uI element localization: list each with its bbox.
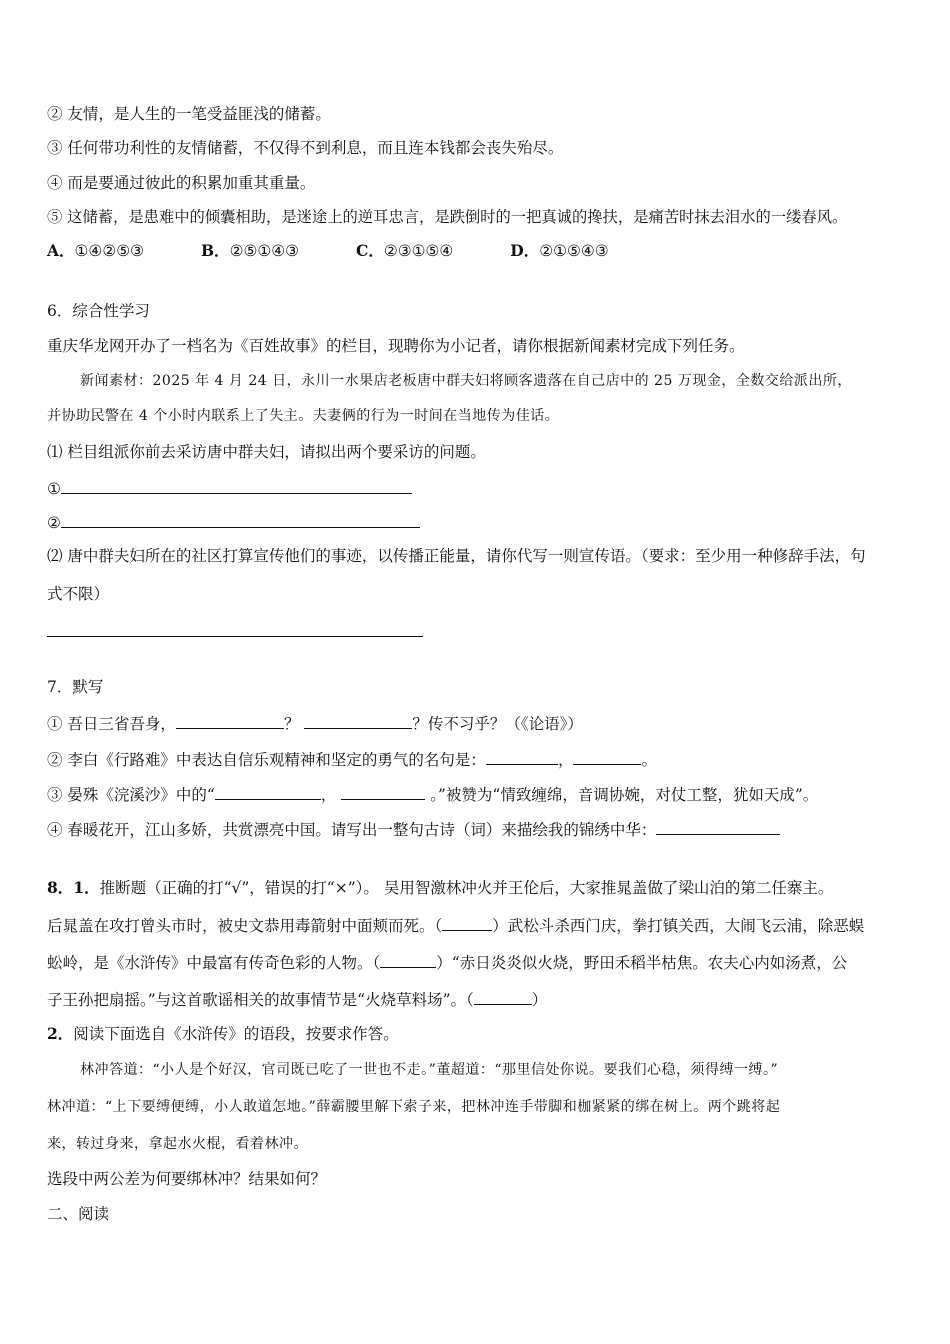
blank-7-3a[interactable]	[215, 783, 321, 800]
option-b[interactable]: B．②⑤①④③	[200, 241, 300, 260]
q6-part-2a: ⑵ 唐中群夫妇所在的社区打算宣传他们的事迹，以传播正能量，请你代写一则宣传语。（要求：至少用一种修辞手法，句	[47, 547, 866, 565]
option-d[interactable]: D．②①⑤④③	[510, 241, 609, 260]
q7-title: 7．默写	[47, 678, 104, 696]
passage-line-3: 来，转过身来，拿起水火棍，看着林冲。	[47, 1136, 308, 1152]
q6-news-line-2: 并协助民警在 4 个小时内联系上了失主。夫妻俩的行为一时间在当地传为佳话。	[47, 408, 560, 424]
q6-answer-1: ①	[47, 477, 412, 499]
blank-7-1a[interactable]	[176, 712, 284, 729]
q8-line-2: 后晁盖在攻打曾头市时，被史文恭用毒箭射中面颊而死。（ ）武松斗杀西门庆，拳打镇关西，大闹飞云浦，除恶蜈	[47, 914, 864, 936]
judge-blank-3[interactable]	[474, 988, 532, 1005]
section-2-heading: 二、阅读	[47, 1205, 110, 1223]
q6-slogan-blank-line	[47, 620, 423, 642]
answer-blank-1[interactable]	[61, 477, 412, 494]
blank-7-4[interactable]	[656, 818, 780, 835]
q6-title: 6．综合性学习	[47, 302, 150, 320]
answer-blank-2[interactable]	[61, 511, 420, 528]
passage-line-2: 林冲道：“上下要缚便缚，小人敢道怎地。”薛霸腰里解下索子来，把林冲连手带脚和枷紧紧的绑在树上。两个跳将起	[47, 1099, 781, 1115]
q7-line-4: ④ 春暖花开，江山多娇，共赏漂亮中国。请写出一整句古诗（词）来描绘我的锦绣中华：	[47, 818, 780, 840]
option-c[interactable]: C．②③①⑤④	[355, 241, 454, 260]
q8-line-3: 蚣岭，是《水浒传》中最富有传奇色彩的人物。（ ）“赤日炎炎似火烧，野田禾稻半枯焦。农夫心内如汤煮，公	[47, 951, 847, 973]
slogan-blank[interactable]	[47, 620, 423, 637]
option-a[interactable]: A．①④②⑤③	[47, 241, 145, 260]
q8-line-1: 8．1．推断题（正确的打“√”，错误的打“×”）。 吴用智激林冲火并王伦后，大家推晁盖做了梁山泊的第二任寨主。	[47, 878, 834, 897]
q6-part-2b: 式不限）	[47, 585, 110, 603]
passage-line-1: 林冲答道：“小人是个好汉，官司既已吃了一世也不走。”董超道：“那里信处你说。要我们心稳，须得缚一缚。”	[80, 1062, 779, 1078]
q6-intro: 重庆华龙网开办了一档名为《百姓故事》的栏目，现聘你为小记者，请你根据新闻素材完成下列任务。	[47, 337, 745, 355]
q6-answer-2: ②	[47, 511, 420, 533]
q5-statement-2: ② 友情，是人生的一笔受益匪浅的储蓄。	[47, 105, 331, 123]
q5-options	[47, 241, 661, 261]
blank-7-3b[interactable]	[341, 783, 425, 800]
q5-statement-3: ③ 任何带功利性的友情储蓄，不仅得不到利息，而且连本钱都会丧失殆尽。	[47, 139, 564, 157]
blank-7-2a[interactable]	[486, 748, 558, 765]
q7-line-2: ② 李白《行路难》中表达自信乐观精神和坚定的勇气的名句是： ， 。	[47, 748, 657, 770]
q6-part-1: ⑴ 栏目组派你前去采访唐中群夫妇，请拟出两个要采访的问题。	[47, 443, 486, 461]
q8-sub-2: 2．阅读下面选自《水浒传》的语段，按要求作答。	[47, 1024, 399, 1043]
judge-blank-1[interactable]	[442, 914, 492, 931]
q5-statement-5: ⑤ 这储蓄，是患难中的倾囊相助，是迷途上的逆耳忠言，是跌倒时的一把真诚的搀扶，是痛苦时抹去泪水的一缕春风。	[47, 208, 848, 226]
judge-blank-2[interactable]	[380, 951, 436, 968]
blank-7-2b[interactable]	[573, 748, 641, 765]
q7-line-3: ③ 晏殊《浣溪沙》中的“ ， 。”被赞为“情致缠绵，音调协婉，对仗工整，犹如天成”。	[47, 783, 818, 805]
q7-line-1: ① 吾日三省吾身， ？ ？传不习乎？（《论语》）	[47, 712, 583, 734]
blank-7-1b[interactable]	[304, 712, 412, 729]
q6-news-line-1: 新闻素材：2025 年 4 月 24 日，永川一水果店老板唐中群夫妇将顾客遗落在自己店中的 25 万现金，全数交给派出所，	[80, 373, 852, 389]
q8-question: 选段中两公差为何要绑林冲？结果如何？	[47, 1170, 327, 1188]
q8-line-4: 子王孙把扇摇。”与这首歌谣相关的故事情节是“火烧草料场”。（ ）	[47, 988, 547, 1010]
q5-statement-4: ④ 而是要通过彼此的积累加重其重量。	[47, 174, 316, 192]
